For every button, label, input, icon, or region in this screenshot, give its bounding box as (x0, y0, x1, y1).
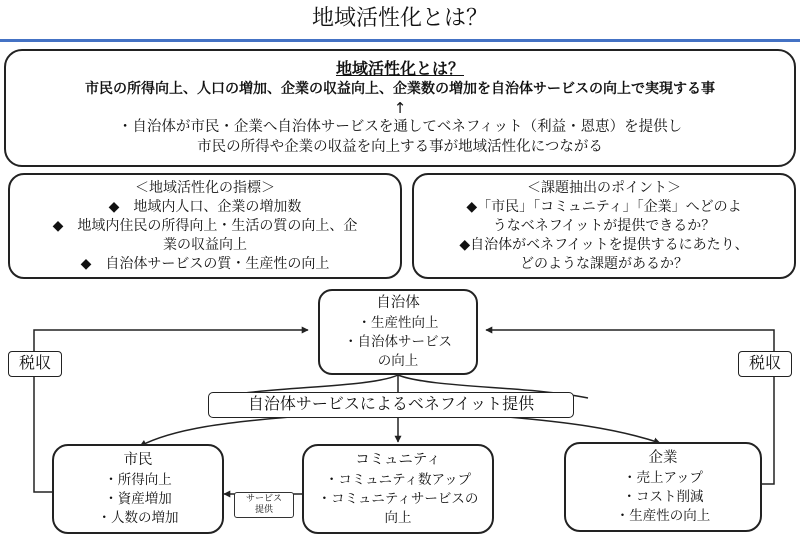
community-title: コミュニティ (355, 452, 441, 468)
indicator-item-2b: 業の収益向上 (163, 236, 247, 253)
municipality-line-1: ・生産性向上 (357, 315, 439, 331)
citizens-line-3: ・人数の増加 (97, 510, 179, 526)
community-line-2: ・コミュニティサービスの (317, 491, 479, 507)
definition-heading: 地域活性化とは？ (335, 59, 464, 78)
community-node (302, 444, 494, 534)
point-item-2a: ◆自治体がベネフイットを提供するにあたり、 (459, 236, 749, 253)
citizens-node (52, 444, 224, 534)
company-title: 企業 (648, 450, 678, 466)
tax-label-left: 税収 (8, 351, 62, 377)
indicator-item-1: ◆ 地域内人口、企業の増加数 (108, 198, 302, 215)
service-provision-line-2: 提供 (254, 505, 273, 515)
definition-line-2: 市民の所得や企業の収益を向上する事が地域活性化につながる (197, 139, 603, 155)
company-line-1: ・売上アップ (622, 470, 704, 486)
benefit-label: 自治体サービスによるベネフイット提供 (208, 392, 574, 418)
points-box (412, 173, 796, 279)
indicators-box (8, 173, 402, 279)
community-line-1: ・コミュニティ数アップ (324, 472, 472, 488)
municipality-node (318, 289, 478, 375)
municipality-title: 自治体 (376, 295, 420, 311)
indicators-heading: ＜地域活性化の指標＞ (135, 179, 275, 196)
company-line-3: ・生産性の向上 (615, 508, 711, 524)
service-provision-label (234, 492, 294, 518)
citizens-line-1: ・所得向上 (104, 472, 172, 488)
citizens-line-2: ・資産増加 (104, 491, 172, 507)
definition-statement: 市民の所得向上、人口の増加、企業の収益向上、企業数の増加を自治体サービスの向上で実現する事 (85, 81, 715, 97)
company-node (564, 442, 762, 532)
definition-arrow: ↑ (393, 99, 407, 117)
arrow-to-citizens (140, 417, 290, 446)
community-line-3: 向上 (384, 510, 412, 526)
points-heading: ＜課題抽出のポイント＞ (527, 179, 681, 196)
point-item-1a: ◆「市民」「コミュニティ」「企業」へどのよ (466, 198, 742, 215)
indicator-item-3: ◆ 自治体サービスの質・生産性の向上 (80, 255, 330, 272)
indicator-item-2a: ◆ 地域内住民の所得向上・生活の質の向上、企 (52, 217, 358, 234)
point-item-1b: うなベネフイットが提供できるか？ (492, 217, 716, 234)
service-provision-line-1: サービス (245, 494, 282, 504)
arrow-to-company (508, 417, 660, 443)
page-title: 地域活性化とは？ (311, 6, 488, 31)
municipality-line-2: ・自治体サービス (344, 334, 452, 350)
municipality-line-3: の向上 (377, 353, 419, 369)
point-item-2b: どのような課題があるか？ (520, 255, 688, 272)
tax-label-right: 税収 (738, 351, 792, 377)
definition-box (4, 49, 796, 167)
citizens-title: 市民 (123, 452, 153, 468)
definition-line-1: ・自治体が市民・企業へ自治体サービスを通してベネフィット（利益・恩恵）を提供し (117, 119, 683, 135)
company-line-2: ・コスト削減 (622, 489, 704, 505)
